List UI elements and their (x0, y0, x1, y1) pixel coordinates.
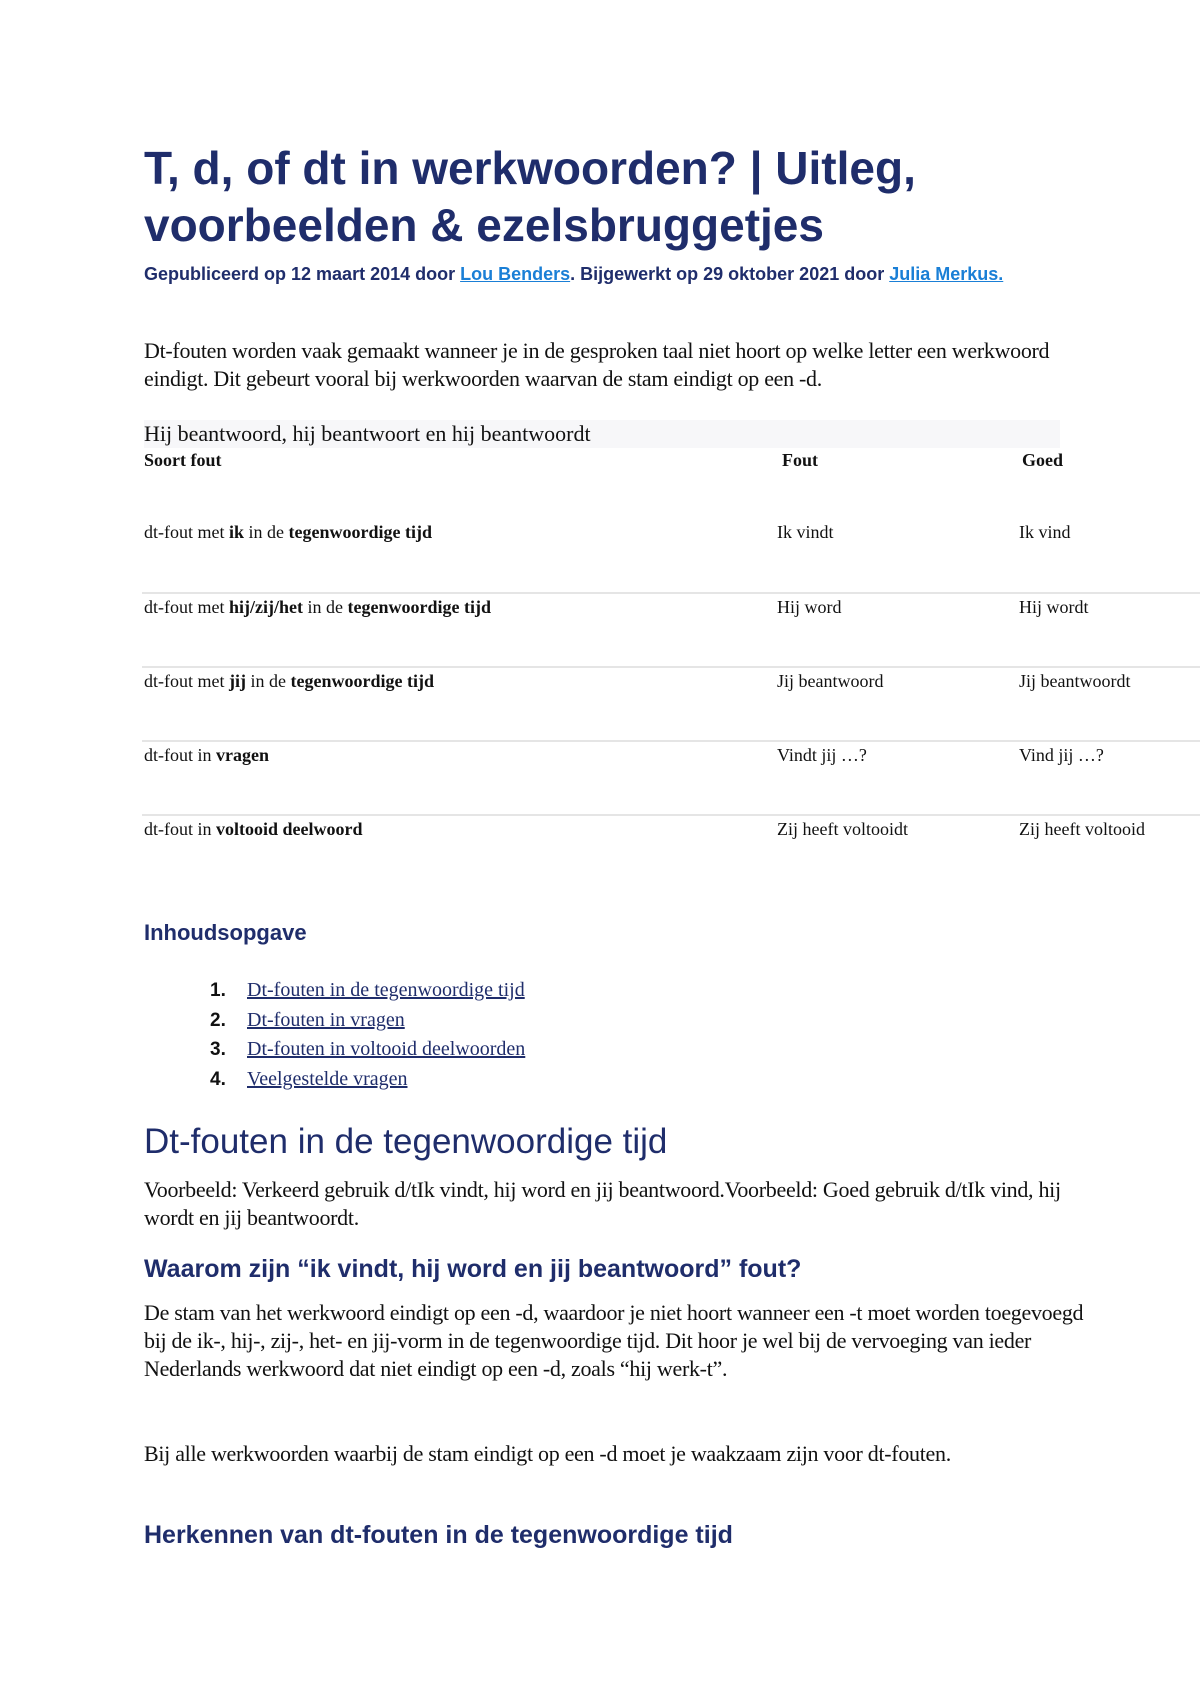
author-link[interactable]: Lou Benders (460, 264, 571, 284)
wrong-cell: Zij heeft voltooidt (777, 819, 908, 839)
page-title: T, d, of dt in werkwoorden? | Uitleg, voorbeelden & ezelsbruggetjes (144, 142, 916, 251)
correct-cell: Vind jij …? (1019, 745, 1104, 765)
table-row (142, 814, 1200, 890)
error-type-cell: dt-fout met ik in de tegenwoordige tijd (144, 522, 432, 542)
correct-cell: Zij heeft voltooid (1019, 819, 1145, 839)
toc-item: 1. Dt-fouten in de tegenwoordige tijd (210, 979, 525, 1001)
correct-cell: Ik vind (1019, 522, 1071, 542)
wrong-cell: Hij word (777, 597, 842, 617)
toc-link-past-participles[interactable]: Dt-fouten in voltooid deelwoorden (247, 1038, 526, 1060)
correct-cell: Hij wordt (1019, 597, 1089, 617)
wrong-cell: Jij beantwoord (777, 671, 884, 691)
header-soort-fout: Soort fout (144, 450, 222, 470)
table-row (142, 740, 1200, 816)
error-type-cell: dt-fout met jij in de tegenwoordige tijd (144, 671, 434, 691)
table-of-contents (144, 976, 525, 1094)
warning-paragraph: Bij alle werkwoorden waarbij de stam eindigt op een -d moet je waakzaam zijn voor dt-fouten. (144, 1441, 951, 1466)
editor-link[interactable]: Julia Merkus. (889, 264, 1004, 284)
dt-errors-table (144, 450, 1200, 839)
table-row (142, 666, 1200, 742)
toc-item: 4. Veelgestelde vragen (210, 1067, 408, 1090)
wrong-cell: Vindt jij …? (777, 745, 867, 765)
header-goed: Goed (1022, 450, 1064, 470)
wrong-cell: Ik vindt (777, 522, 834, 542)
toc-link-questions[interactable]: Dt-fouten in vragen (247, 1008, 405, 1031)
table-caption: Hij beantwoord, hij beantwoort en hij beantwoordt (144, 420, 1060, 448)
correct-cell: Jij beantwoordt (1019, 671, 1131, 691)
error-type-cell: dt-fout met hij/zij/het in de tegenwoordige tijd (144, 597, 491, 617)
publication-meta (144, 264, 1003, 285)
error-type-cell: dt-fout in voltooid deelwoord (144, 819, 363, 839)
section-heading-present-tense: Dt-fouten in de tegenwoordige tijd (144, 1122, 668, 1161)
header-fout: Fout (782, 450, 818, 470)
explanation-paragraph: De stam van het werkwoord eindigt op een -d, waardoor je niet hoort wanneer een -t moet worden toegevoegd bij de ik-, hij-, zij-, het- en jij-vorm in de tegenwoordige tijd. Dit hoor je wel bij de vervoeging van ieder Nederlands werkwoord dat niet eindigt op een -d, zoals “hij werk-t”. (144, 1300, 1084, 1381)
subheading-recognize: Herkennen van dt-fouten in de tegenwoordige tijd (144, 1521, 733, 1549)
toc-title: Inhoudsopgave (144, 920, 307, 945)
table-row (142, 490, 1200, 564)
toc-item: 3. Dt-fouten in voltooid deelwoorden (210, 1038, 526, 1060)
toc-link-present-tense[interactable]: Dt-fouten in de tegenwoordige tijd (247, 979, 525, 1001)
error-type-cell: dt-fout in vragen (144, 745, 269, 765)
intro-paragraph: Dt-fouten worden vaak gemaakt wanneer je in de gesproken taal niet hoort op welke letter een werkwoord eindigt. Dit gebeurt vooral bij werkwoorden waarvan de stam eindigt op een -d. (144, 338, 1050, 391)
toc-item: 2. Dt-fouten in vragen (210, 1008, 405, 1031)
example-paragraph: Voorbeeld: Verkeerd gebruik d/tIk vindt, hij word en jij beantwoord.Voorbeeld: Goed gebruik d/tIk vind, hij wordt en jij beantwoordt. (144, 1177, 1061, 1230)
updated-text: . Bijgewerkt op 29 oktober 2021 door (570, 264, 890, 284)
published-text: Gepubliceerd op 12 maart 2014 door (144, 264, 461, 284)
table-row (142, 592, 1200, 668)
subheading-why-wrong: Waarom zijn “ik vindt, hij word en jij beantwoord” fout? (144, 1255, 802, 1283)
table-header-row (144, 450, 1200, 490)
toc-link-faq[interactable]: Veelgestelde vragen (247, 1067, 408, 1090)
